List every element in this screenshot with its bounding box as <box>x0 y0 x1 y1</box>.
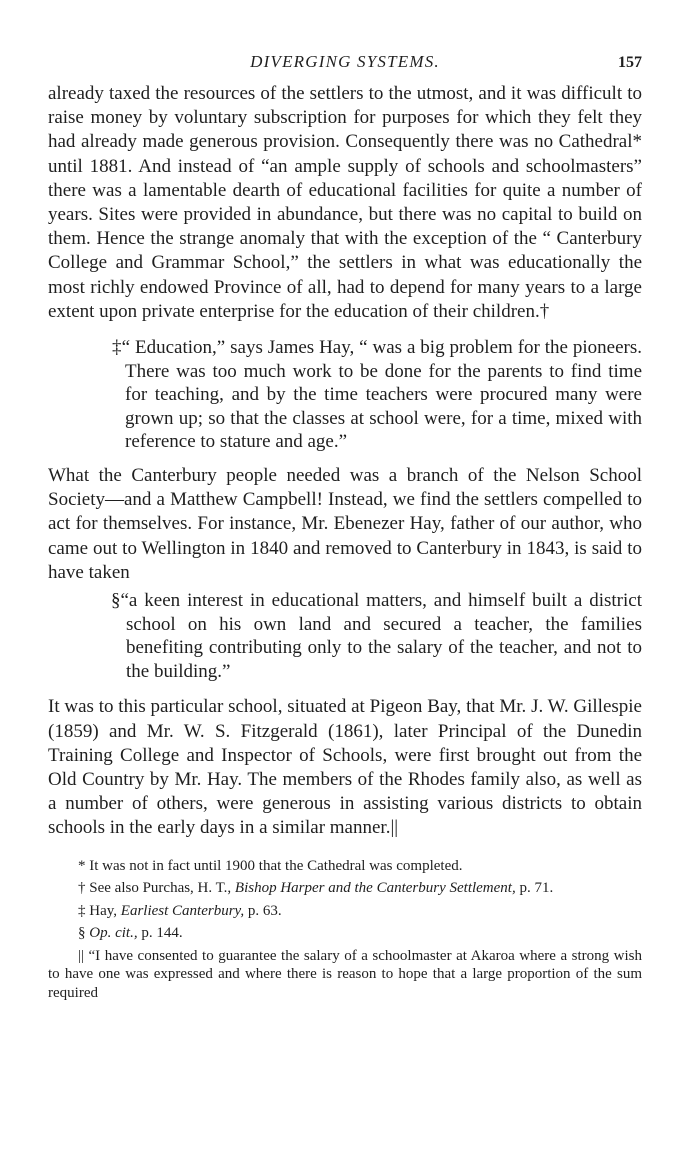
footnote-star: * It was not in fact until 1900 that the Cathedral was completed. <box>78 857 463 874</box>
footnote-section-prefix: § <box>78 925 90 942</box>
footnote-dagger-prefix: † See also Purchas, H. T., <box>78 880 235 897</box>
paragraph-3: It was to this particular school, situated at Pigeon Bay, that Mr. J. W. Gillespie (1859) and Mr. W. S. Fitzgerald (1861), later Principal of the Dunedin Training College and Inspector of Schools, were first brought out from the Old Country by Mr. Hay. The members of the Rhodes family also, as well as a number of others, were generous in assisting various districts to obtain schools in the early days in a similar manner.|| <box>48 696 642 839</box>
footnote-ddagger-prefix: ‡ Hay, <box>78 902 121 919</box>
footnotes <box>48 857 642 1003</box>
page-body <box>48 82 642 1006</box>
paragraph-1: already taxed the resources of the settlers to the utmost, and it was difficult to raise money by voluntary subscription for purposes for which they felt they had already made generous provision. Consequently there was no Cathedral* until 1881. And instead of “an ample supply of schools and schoolmasters” there was a lamentable dearth of educational facilities for quite a number of years. Sites were provided in abundance, but there was no capital to build on them. Hence the strange anomaly that with the exception of the “ Canterbury College and Grammar School,” the settlers in what was educationally the most richly endowed Province of all, had to depend for many years to a large extent upon private enterprise for the education of their children.† <box>48 83 642 322</box>
footnote-dagger-suffix: p. 71. <box>515 880 554 897</box>
footnote-ddagger-suffix: p. 63. <box>244 902 282 919</box>
footnote-ddagger-title: Earliest Canterbury, <box>120 902 245 919</box>
footnote-dagger-title: Bishop Harper and the Canterbury Settlement, <box>234 880 516 897</box>
footnote-dagger <box>48 879 642 898</box>
footnote-double-dagger <box>48 902 642 921</box>
page-header <box>48 46 642 76</box>
running-title: DIVERGING SYSTEMS. <box>250 52 440 71</box>
footnote-parallel: || “I have consented to guarantee the salary of a schoolmaster at Akaroa where a strong wish to have one was expressed and where there is reason to hope that a large proportion of the sum required <box>48 947 642 1001</box>
block-quote-ebenezer-hay: §“a keen interest in educational matters, and himself built a district school on his own land and secured a teacher, the families benefiting contributing only to the salary of the teacher, and not to the building.” <box>111 590 642 682</box>
footnote-section-suffix: p. 144. <box>137 925 183 942</box>
page-number: 157 <box>618 54 642 71</box>
paragraph-2: What the Canterbury people needed was a branch of the Nelson School Society—and a Matthew Campbell! Instead, we find the settlers compelled to act for themselves. For instance, Mr. Ebenezer Hay, father of our author, who came out to Wellington in 1840 and removed to Canterbury in 1843, is said to have taken <box>48 465 642 583</box>
footnote-section-title: Op. cit., <box>89 925 138 942</box>
block-quote-james-hay: ‡“ Education,” says James Hay, “ was a big problem for the pioneers. There was too much work to be done for the parents to find time for teaching, and by the time teachers were procured many were grown up; so that the classes at school were, for a time, mixed with reference to stature and age.” <box>112 337 642 453</box>
footnote-section <box>48 924 642 943</box>
